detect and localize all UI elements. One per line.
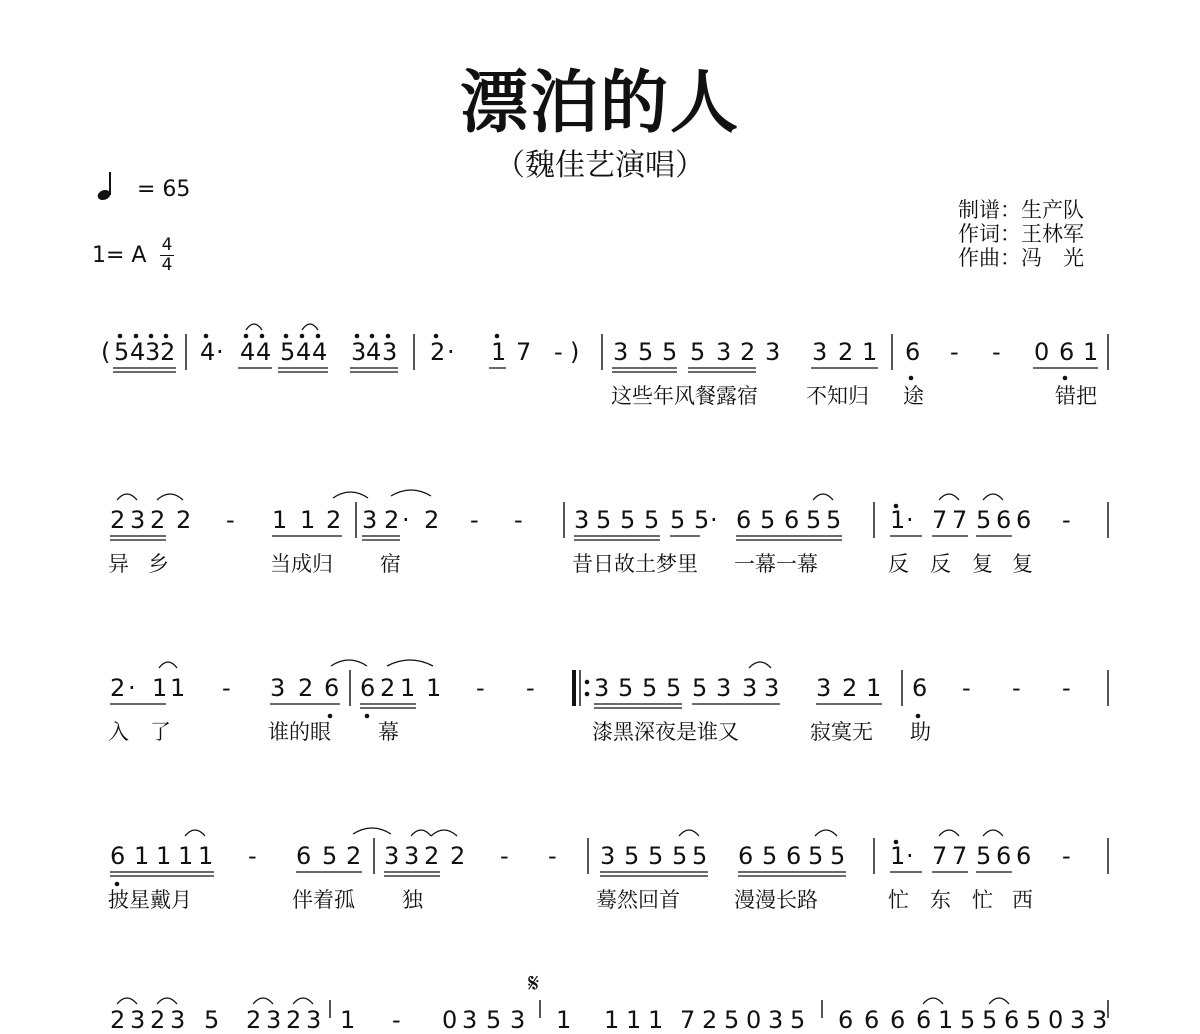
lyric: 途 [903,384,924,408]
key-signature: 1= A [92,243,147,268]
note: 3 [351,338,367,366]
note: 1 [862,338,878,366]
note: 5 [648,842,664,870]
note: 1 [156,842,172,870]
lyric: 一幕一幕 [734,552,818,576]
note: 4 [256,338,272,366]
note: ( [101,338,111,366]
note: 6 [838,1006,854,1034]
note: 1 [340,1006,356,1034]
slur [989,998,1009,1004]
note: 3 [594,674,610,702]
octave-dot [585,692,590,697]
note: 6 [786,842,802,870]
slur [302,324,318,330]
dash: - [1062,674,1071,702]
note-dot: · [710,506,718,534]
note: 5 [808,842,824,870]
note-dot: · [216,338,224,366]
note: 7 [932,506,948,534]
note: 3 [812,338,828,366]
tempo-value: = 65 [137,177,191,202]
note: 3 [1070,1006,1086,1034]
lyric: 独 [402,888,423,912]
dash: - [548,842,557,870]
note: 3 [266,1006,282,1034]
note: 5 [762,842,778,870]
note: 6 [1016,506,1032,534]
lyric: 忙 [972,888,993,912]
dash: - [992,338,1001,366]
slur [939,830,959,836]
credit-arranger: 制谱：生产队 [958,198,1084,222]
dash: - [470,506,479,534]
note: 2 [384,506,400,534]
note: 5 [982,1006,998,1034]
note: 7 [932,842,948,870]
note: 1 [170,674,186,702]
note: 1 [648,1006,664,1034]
note: 1 [134,842,150,870]
lyric: 幕 [378,720,399,744]
note: 5 [692,674,708,702]
dash: - [554,338,563,366]
note: 2 [424,842,440,870]
note: 2 [326,506,342,534]
note-dot: · [906,842,914,870]
slur [679,830,699,836]
note: 2 [838,338,854,366]
slur [117,494,137,500]
note: 5 [322,842,338,870]
slur [333,492,368,498]
dash: - [962,674,971,702]
note: 2 [150,1006,166,1034]
slur [431,830,457,836]
note: 4 [130,338,146,366]
note: 6 [784,506,800,534]
lyric: 谁的眼 [268,720,331,744]
slur [749,662,771,668]
slur [387,660,433,666]
note: 4 [312,338,328,366]
note: 1 [426,674,442,702]
note: 4 [240,338,256,366]
note: 2 [110,1006,126,1034]
dash: - [514,506,523,534]
note: 1 [604,1006,620,1034]
note: 4 [366,338,382,366]
lyric: 复 [1012,552,1033,576]
note: 3 [362,506,378,534]
segno-icon: 𝄋 [528,969,540,999]
note: 1 [400,674,416,702]
note: 0 [1048,1006,1064,1034]
song-subtitle: （魏佳艺演唱） [495,148,705,183]
note: 5 [620,506,636,534]
note: 5 [1026,1006,1042,1034]
note: 5 [644,506,660,534]
note: 6 [1016,842,1032,870]
slur [923,998,943,1004]
note: 1 [152,674,168,702]
note: 6 [905,338,921,366]
note: 6 [1059,338,1075,366]
slur [391,490,431,496]
note: 1 [890,506,906,534]
note: 1 [556,1006,572,1034]
note: 5 [826,506,842,534]
note: 5 [830,842,846,870]
note: 5 [976,842,992,870]
note-dot: · [447,338,455,366]
note: 6 [736,506,752,534]
note: 6 [360,674,376,702]
note: 2 [160,338,176,366]
note: 5 [618,674,634,702]
note: 5 [976,506,992,534]
credit-composer: 作曲：冯 光 [958,246,1084,270]
lyric: 这些年风餐露宿 [611,384,758,408]
slur [939,494,959,500]
note-dot: · [128,674,136,702]
note: 2 [298,674,314,702]
slur [293,998,313,1004]
lyric: 乡 [148,552,169,576]
note: 2 [110,674,126,702]
note: 0 [746,1006,762,1034]
note: 2 [380,674,396,702]
note: 7 [952,842,968,870]
note: 5 [114,338,130,366]
note: 3 [716,338,732,366]
note: 3 [170,1006,186,1034]
note: 5 [642,674,658,702]
note: 1 [866,674,882,702]
note: 6 [890,1006,906,1034]
note: 5 [960,1006,976,1034]
note: 2 [110,506,126,534]
note: 1 [300,506,316,534]
note: 3 [742,674,758,702]
note: 6 [912,674,928,702]
note: 2 [740,338,756,366]
note: 5 [692,842,708,870]
note: 7 [516,338,532,366]
note: 3 [1092,1006,1108,1034]
note: 5 [638,338,654,366]
lyric: 异 [108,552,129,576]
octave-dot [115,882,120,887]
note: 6 [738,842,754,870]
note: 5 [672,842,688,870]
note: 5 [790,1006,806,1034]
lyric: 反 [930,552,951,576]
dash: - [248,842,257,870]
slur [159,662,177,668]
dash: - [1062,842,1071,870]
note: 2 [150,506,166,534]
note: 1 [272,506,288,534]
note: 3 [130,506,146,534]
lyric: 复 [972,552,993,576]
lyric: 寂寞无 [810,720,873,744]
note: 7 [952,506,968,534]
note: 3 [404,842,420,870]
note: 6 [296,842,312,870]
note: 4 [296,338,312,366]
dash: - [476,674,485,702]
note: 5 [670,506,686,534]
lyric: 不知归 [806,384,869,408]
note: 3 [816,674,832,702]
dash: - [222,674,231,702]
note: 0 [442,1006,458,1034]
note: 3 [765,338,781,366]
time-numerator: 4 [161,235,173,255]
note: 1 [178,842,194,870]
note: 2 [702,1006,718,1034]
note: 6 [916,1006,932,1034]
note: 5 [280,338,296,366]
note: 3 [716,674,732,702]
lyric: 了 [150,720,171,744]
dash: - [1062,506,1071,534]
slur [157,998,177,1004]
note: 3 [462,1006,478,1034]
dash: - [226,506,235,534]
note: 5 [666,674,682,702]
slur [815,830,837,836]
lyric: 蓦然回首 [596,888,680,912]
slur [353,828,391,834]
note: 5 [724,1006,740,1034]
note: 5 [596,506,612,534]
note: 2 [424,506,440,534]
note: 6 [1004,1006,1020,1034]
note-dot: · [906,506,914,534]
note: 1 [1083,338,1099,366]
note: 2 [430,338,446,366]
note: 0 [1034,338,1050,366]
note: 7 [680,1006,696,1034]
note-dot: · [402,506,410,534]
lyric: 东 [930,888,951,912]
lyric: 昔日故土梦里 [572,552,698,576]
note: 5 [662,338,678,366]
repeat-thick-bar [572,670,576,706]
note: 5 [760,506,776,534]
note: 6 [864,1006,880,1034]
slur [983,494,1003,500]
note: 6 [996,506,1012,534]
slur [117,998,137,1004]
lyric: 披星戴月 [108,888,192,912]
octave-dot [909,376,914,381]
note: 1 [626,1006,642,1034]
lyric: 伴着孤 [292,888,355,912]
lyric: 忙 [888,888,909,912]
octave-dot [916,714,921,719]
note: 3 [510,1006,526,1034]
note: 5 [806,506,822,534]
note: 5 [204,1006,220,1034]
note: 3 [764,674,780,702]
lyric: 宿 [380,552,401,576]
note: 5 [690,338,706,366]
note: 2 [246,1006,262,1034]
note: 3 [306,1006,322,1034]
slur [331,660,367,666]
octave-dot [328,714,333,719]
time-denominator: 4 [161,255,173,275]
slur [185,830,205,836]
octave-dot [585,680,590,685]
note: 2 [842,674,858,702]
lyric: 错把 [1055,384,1097,408]
note: 6 [996,842,1012,870]
slur [246,324,262,330]
note: 3 [130,1006,146,1034]
lyric: 漫漫长路 [734,888,818,912]
credit-lyricist: 作词：王林军 [958,222,1084,246]
note: 2 [346,842,362,870]
slur [813,494,833,500]
song-title: 漂泊的人 [459,64,740,143]
note: 3 [613,338,629,366]
note: 5 [694,506,710,534]
lyric: 入 [108,720,129,744]
lyric: 漆黑深夜是谁又 [592,720,739,744]
note: 6 [110,842,126,870]
lyric: 助 [910,720,931,744]
note: 3 [382,338,398,366]
note: 6 [324,674,340,702]
lyric: 西 [1012,888,1033,912]
note: 3 [145,338,161,366]
note: 3 [270,674,286,702]
octave-dot [365,714,370,719]
note: 1 [491,338,507,366]
dash: - [526,674,535,702]
slur [253,998,273,1004]
note: 3 [384,842,400,870]
lyric: 反 [888,552,909,576]
note: 1 [890,842,906,870]
note: 3 [768,1006,784,1034]
slur [157,494,183,500]
note: 5 [624,842,640,870]
dash: - [500,842,509,870]
note: 5 [486,1006,502,1034]
lyric: 当成归 [270,552,333,576]
slur [983,830,1003,836]
slur [411,830,431,836]
note: 2 [450,842,466,870]
dash: - [1012,674,1021,702]
note: ) [570,338,580,366]
note: 1 [938,1006,954,1034]
octave-dot [1063,376,1068,381]
note: 3 [600,842,616,870]
note: 3 [574,506,590,534]
note: 1 [198,842,214,870]
note: 2 [286,1006,302,1034]
dash: - [950,338,959,366]
dash: - [392,1006,401,1034]
note: 2 [176,506,192,534]
note: 4 [200,338,216,366]
